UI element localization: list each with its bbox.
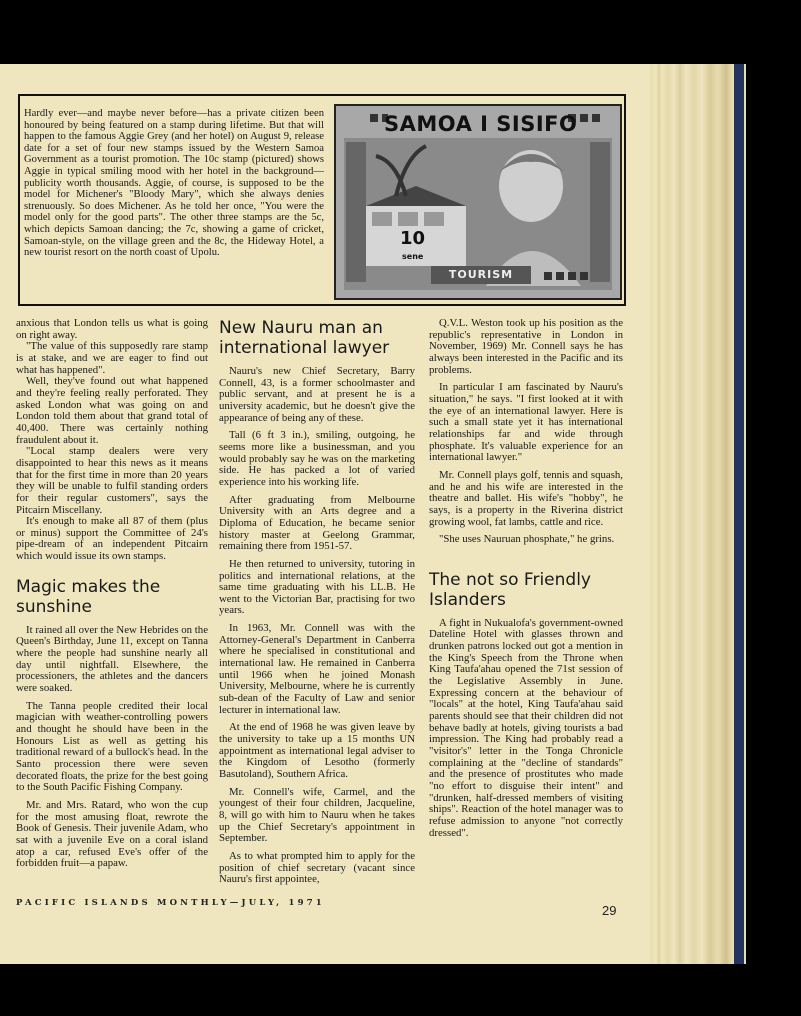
headline-nauru: New Nauru man an international lawyer	[219, 318, 390, 358]
page-edges	[650, 64, 746, 964]
paragraph: As to what prompted him to apply for the position of chief secretary (vacant since Nauru's first appointee,	[219, 849, 415, 886]
paragraph: Well, they've found out what happened and they're feeling really perforated. They asked London what was going on and London told them about that grand total of 40,400. There was certainly nothing fraudulent about it.	[16, 375, 208, 446]
stamp-ribbon	[431, 266, 531, 284]
paragraph: "The value of this supposedly rare stamp is at stake, and we are eager to find out what has happened".	[16, 340, 208, 376]
stamp-title: SAMOA I SISIFO	[384, 112, 578, 136]
paragraph: After graduating from Melbourne University with an Arts degree and a Diploma of Education, he became senior history master at Geelong Grammar, remaining there from 1951-57.	[219, 493, 415, 553]
column-2	[219, 318, 415, 886]
running-footer: PACIFIC ISLANDS MONTHLY—JULY, 1971	[16, 898, 325, 908]
paragraph: He then returned to university, tutoring in politics and international relations, at the same time graduating with his LL.B. He went to the Victorian Bar, practising for two years.	[219, 557, 415, 617]
paragraph: At the end of 1968 he was given leave by the university to take up a 15 months UN appointment as international legal adviser to the Kingdom of Lesotho (formerly Basutoland), Southern Africa.	[219, 721, 415, 780]
page-number: 29	[602, 903, 617, 918]
intro-text: Hardly ever—and maybe never before—has a private citizen been honoured by being featured on a stamp during lifetime. But that will happen to the famous Aggie Grey (and her hotel) on August 9, release date for a set of four new stamps issued by the Western Samoa Government as a tourist promotion. The 10c stamp (pictured) shows Aggie in typical smiling mood with her hotel in the background—publicity worth thousands. Aggie, of course, is supposed to be the model for Michener's "Bloody Mary", which she always denies strenuously. So does Michener. As he told her once, "You were the model only for the good parts". The other three stamps are the 5c, which depicts Samoan dancing; the 7c, showing a game of cricket, Samoan-style, on the village green and the 8c, the Hideway Hotel, a new tourist resort on the north coast of Upolu.	[24, 108, 324, 259]
paragraph: Mr. Connell's wife, Carmel, and the youngest of their four children, Jacqueline, 8, will go with him to Nauru when he takes up the Chief Secretary's appointment in September.	[219, 785, 415, 845]
stamp-ribbon-label: TOURISM	[448, 268, 514, 281]
stamp-value: 10	[400, 228, 426, 249]
binding-cover	[734, 64, 744, 964]
paragraph: Nauru's new Chief Secretary, Barry Connell, 43, is a former schoolmaster and public servant, and at present he is a university academic, but he doesn't give the appearance of being any of these.	[219, 365, 415, 424]
headline-tonga: The not so Friendly Islanders	[429, 569, 591, 610]
paragraph: Mr. Connell plays golf, tennis and squash, and he and his wife are interested in the theatre and ballet. His wife's "hobby", he says, is a property in the Riverina district growing wool, fat lambs, cattle and rice.	[429, 468, 623, 528]
stamp-currency: sene	[402, 252, 424, 261]
paragraph: "Local stamp dealers were very disappointed to hear this news as it means that for the first time in more than 20 years they will be unable to fulfil standing orders for their regular customers", says the Pitcairn Miscellany.	[16, 445, 208, 516]
paragraph: Q.V.L. Weston took up his position as the republic's representative in London in November, 1969) Mr. Connell says he has always been interested in the Pacific and its problems.	[429, 317, 623, 376]
paragraph: In particular I am fascinated by Nauru's situation," he says. "I first looked at it with the eye of an international lawyer. Here is such a small state yet it has international relationships far and wide through phosphate. It's valuable experience for an international lawyer."	[429, 381, 623, 464]
paragraph: The Tanna people credited their local magician with weather-controlling powers and thought he should have been in the Honours List as well as getting his traditional reward of a bullock's head. In the Santo procession there were seven decorated floats, the prize for the best going to the South Pacific Fishing Company.	[16, 699, 208, 794]
headline-magic: Magic makes the sunshine	[16, 576, 161, 617]
paragraph: Mr. and Mrs. Ratard, who won the cup for the most amusing float, rewrote the Book of Genesis. Their juvenile Adam, who sat with a juvenile Eve on a coral island atop a car, refused Eve's offer of the forbidden fruit—a papaw.	[16, 798, 208, 870]
paragraph: In 1963, Mr. Connell was with the Attorney-General's Department in Canberra where he specialised in constitutional and international law. He remained in Canberra until 1966 when he joined Monash University, Melbourne, where he is currently sub-dean of the Faculty of Law and senior lecturer in international law.	[219, 622, 415, 716]
paragraph: Tall (6 ft 3 in.), smiling, outgoing, he seems more like a businessman, and you would probably say he was on the marketing side. He has packed a lot of varied experience into his working life.	[219, 429, 415, 488]
paragraph: "She uses Nauruan phosphate," he grins.	[439, 533, 615, 546]
column-3	[429, 318, 623, 839]
column-1	[16, 318, 208, 870]
paragraph: A fight in Nukualofa's government-owned Dateline Hotel with glasses thrown and drunken patrons locked out got a mention in the King's Speech from the Throne when King Taufa'ahau opened the 71st session of the Legislative Assembly in June. Expressing concern at the behaviour of "locals" at the hotel, King Taufa'ahau said parents should see that their children did not behave badly at hotels, giving tourists a bad impression. The King had probably read a "visitor's" letter in the Tonga Chronicle complaining at the "decline of standards" and the presence of prostitutes who made "no effort to disguise their intent" and "drunken, half-dressed members of visiting ships". Reaction of the hotel manager was to refuse admission to anyone "not correctly dressed".	[429, 616, 623, 839]
paragraph: anxious that London tells us what is going on right away.	[16, 317, 208, 341]
paragraph: It's enough to make all 87 of them (plus or minus) support the Committee of 24's pipe-dream of an independent Pitcairn which would issue its own stamps.	[16, 515, 208, 563]
paragraph: It rained all over the New Hebrides on the Queen's Birthday, June 11, except on Tanna where the people had sunshine nearly all day until nightfall. Elsewhere, the processioners, the athletes and the dancers were soaked.	[16, 623, 208, 695]
stamp-image	[334, 104, 622, 300]
